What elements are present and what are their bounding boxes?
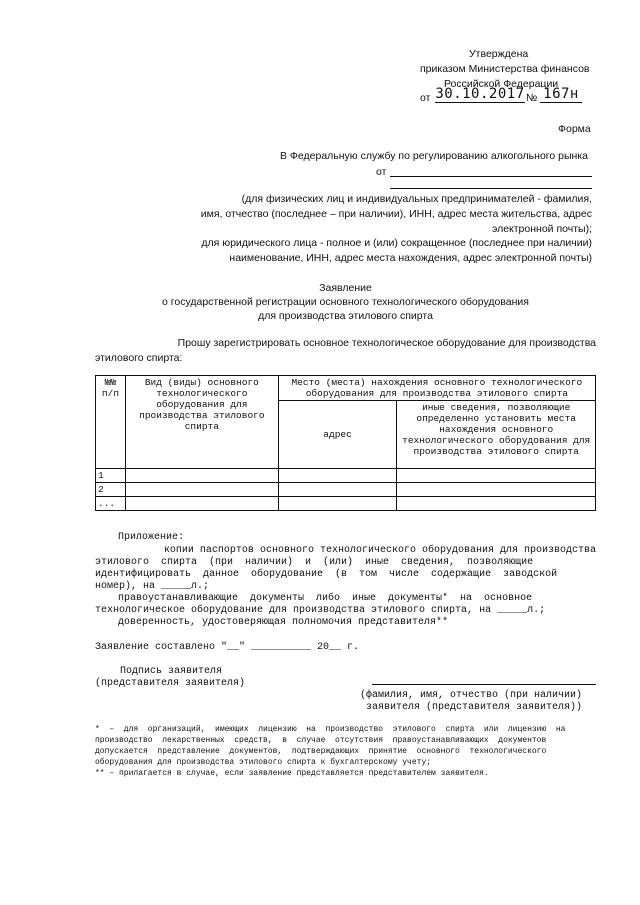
instr-legal-1: для юридического лица - полное и (или) сокращенное (последнее при наличии): [201, 237, 592, 249]
row-cell[interactable]: [278, 469, 397, 483]
footnote-1-a: * – для организаций, имеющих лицензию на производство этилового спирта или лицензию на: [95, 725, 566, 734]
addressee-line: В Федеральную службу по регулированию алкогольного рынка: [280, 150, 588, 162]
signature-name-2: заявителя (представителя заявителя)): [366, 702, 583, 713]
approval-line-2: приказом Министерства финансов: [420, 63, 590, 75]
equipment-table: [95, 375, 596, 511]
approval-date: 30.10.2017: [435, 86, 525, 102]
approval-number: 167н: [540, 86, 582, 103]
row-cell[interactable]: [125, 469, 278, 483]
request-line-2: этилового спирта:: [95, 352, 183, 364]
col-header-number: №№ п/п: [96, 376, 126, 469]
doc-title: Заявление: [319, 282, 372, 294]
addressee-from-label: от: [376, 166, 387, 178]
form-label: Форма: [558, 123, 591, 135]
row-number: 2: [96, 483, 126, 497]
footnote-1-b: производство лекарственных средств, в случае отсутствия правоустанавливающих документов: [95, 736, 547, 745]
date-prefix: от: [420, 92, 431, 104]
doc-subtitle-1: о государственной регистрации основного технологического оборудования: [162, 296, 529, 308]
table-row: [96, 497, 596, 511]
signature-label-1: Подпись заявителя: [120, 666, 223, 677]
instr-individual-1: (для физических лиц и индивидуальных предпринимателей - фамилия,: [241, 193, 592, 205]
number-prefix: №: [526, 92, 538, 104]
row-number: ...: [96, 497, 126, 511]
row-cell[interactable]: [125, 497, 278, 511]
from-field-line-2[interactable]: [390, 188, 592, 189]
footnote-1-d: оборудования для производства этилового спирта к бухгалтерскому учету;: [95, 758, 432, 767]
appendix-title: Приложение:: [118, 532, 185, 543]
col-header-other: иные сведения, позволяющие определенно установить места нахождения основного технологического оборудования для производства этилового спирта: [397, 401, 596, 469]
signature-label-2: (представителя заявителя): [95, 678, 246, 689]
approval-line-3: Российской Федерации: [444, 78, 559, 90]
appendix-item1-d: номер), на _____л.;: [95, 581, 210, 592]
compiled-date-line[interactable]: Заявление составлено "__" __________ 20__ г.: [95, 642, 360, 653]
appendix-item2-a: правоустанавливающие документы либо иные документы* на основное: [118, 593, 533, 604]
row-number: 1: [96, 469, 126, 483]
doc-subtitle-2: для производства этилового спирта: [258, 310, 433, 322]
request-line-1: Прошу зарегистрировать основное технологическое оборудование для производства: [177, 337, 596, 349]
from-field-line-1[interactable]: [390, 176, 592, 177]
col-header-address: адрес: [278, 401, 397, 469]
row-cell[interactable]: [397, 483, 596, 497]
table-row: [96, 469, 596, 483]
approval-line-1: Утверждена: [469, 48, 529, 60]
row-cell[interactable]: [125, 483, 278, 497]
instr-individual-3: электронной почты);: [491, 223, 592, 235]
appendix-item1-b: этилового спирта (при наличии) и (или) иные сведения, позволяющие: [95, 557, 534, 568]
row-cell[interactable]: [278, 483, 397, 497]
appendix-item3: доверенность, удостоверяющая полномочия представителя**: [118, 617, 449, 628]
approval-date-line: [420, 86, 582, 104]
footnote-1-c: допускается представление документов, подтверждающих принятие основного технологического: [95, 747, 547, 756]
instr-individual-2: имя, отчество (последнее – при наличии), ИНН, адрес места жительства, адрес: [200, 208, 592, 220]
appendix-item1-a: копии паспортов основного технологического оборудования для производства: [163, 545, 596, 556]
row-cell[interactable]: [278, 497, 397, 511]
appendix-item2-b: технологическое оборудование для производства этилового спирта, на _____л.;: [95, 605, 546, 616]
footnote-2: ** – прилагается в случае, если заявление представляется представителем заявителя.: [95, 769, 489, 778]
col-header-place: Место (места) нахождения основного технологического оборудования для производства этилового спирта: [278, 376, 595, 401]
col-header-type: Вид (виды) основного технологического оборудования для производства этилового спирта: [125, 376, 278, 469]
appendix-item1-c: идентифицировать данное оборудование (в том числе содержащие заводской: [95, 569, 558, 580]
signature-name-1: (фамилия, имя, отчество (при наличии): [360, 690, 583, 701]
table-row: [96, 483, 596, 497]
row-cell[interactable]: [397, 469, 596, 483]
row-cell[interactable]: [397, 497, 596, 511]
signature-field[interactable]: [372, 684, 596, 685]
instr-legal-2: наименование, ИНН, адрес места нахождения, адрес электронной почты): [229, 252, 592, 264]
